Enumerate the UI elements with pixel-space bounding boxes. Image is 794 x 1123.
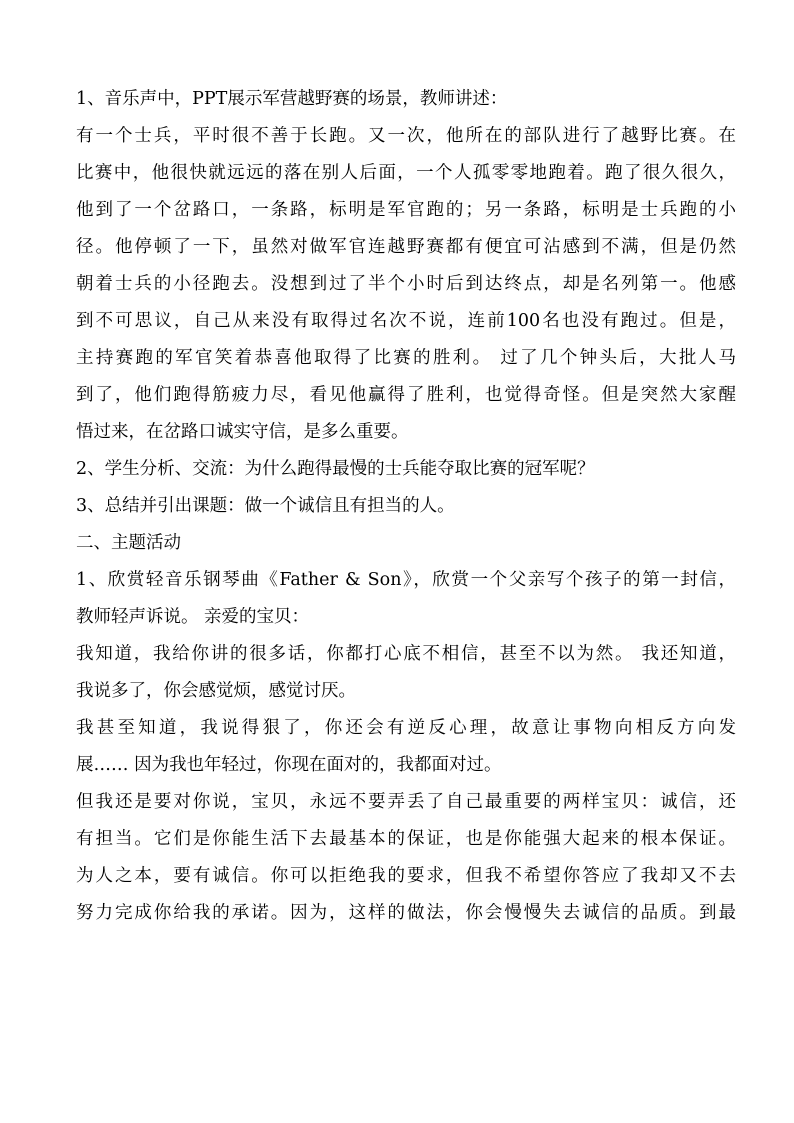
paragraph-line: 为人之本，要有诚信。你可以拒绝我的要求，但我不希望你答应了我却又不去 xyxy=(76,866,736,886)
paragraph-line: 2、学生分析、交流：为什么跑得最慢的士兵能夺取比赛的冠军呢？ xyxy=(76,459,595,479)
paragraph-line: 我甚至知道，我说得狠了，你还会有逆反心理，故意让事物向相反方向发 xyxy=(76,718,736,738)
paragraph-line: 悟过来，在岔路口诚实守信，是多么重要。 xyxy=(76,422,409,442)
paragraph-line: 我说多了，你会感觉烦，感觉讨厌。 xyxy=(76,681,356,701)
paragraph-line: 我知道，我给你讲的很多话，你都打心底不相信，甚至不以为然。 我还知道， xyxy=(76,644,736,664)
paragraph-line: 展…… 因为我也年轻过，你现在面对的，我都面对过。 xyxy=(76,755,502,775)
paragraph-line: 到了，他们跑得筋疲力尽，看见他赢得了胜利，也觉得奇怪。但是突然大家醒 xyxy=(76,385,736,405)
paragraph-line: 他到了一个岔路口，一条路，标明是军官跑的；另一条路，标明是士兵跑的小 xyxy=(76,200,736,220)
paragraph-line: 有担当。它们是你能生活下去最基本的保证，也是你能强大起来的根本保证。 xyxy=(76,829,736,849)
paragraph-line: 比赛中，他很快就远远的落在别人后面，一个人孤零零地跑着。跑了很久很久， xyxy=(76,163,736,183)
paragraph-line: 教师轻声诉说。 亲爱的宝贝： xyxy=(76,607,310,627)
paragraph-line: 主持赛跑的军官笑着恭喜他取得了比赛的胜利。 过了几个钟头后，大批人马 xyxy=(76,348,736,368)
paragraph-line: 有一个士兵，平时很不善于长跑。又一次，他所在的部队进行了越野比赛。在 xyxy=(76,126,736,146)
paragraph-line: 1、音乐声中，PPT展示军营越野赛的场景，教师讲述： xyxy=(76,89,508,109)
paragraph-line: 但我还是要对你说，宝贝，永远不要弄丢了自己最重要的两样宝贝：诚信，还 xyxy=(76,792,736,812)
paragraph-line: 朝着士兵的小径跑去。没想到过了半个小时后到达终点，却是名列第一。他感 xyxy=(76,274,736,294)
section-heading: 二、主题活动 xyxy=(76,533,181,553)
paragraph-line: 3、总结并引出课题：做一个诚信且有担当的人。 xyxy=(76,496,455,516)
paragraph-line: 到不可思议，自己从来没有取得过名次不说，连前100名也没有跑过。但是， xyxy=(76,311,736,331)
paragraph-line: 努力完成你给我的承诺。因为，这样的做法，你会慢慢失去诚信的品质。到最 xyxy=(76,903,736,923)
paragraph-line: 径。他停顿了一下，虽然对做军官连越野赛都有便宜可沾感到不满，但是仍然 xyxy=(76,237,736,257)
paragraph-line: 1、欣赏轻音乐钢琴曲《Father & Son》，欣赏一个父亲写个孩子的第一封信， xyxy=(76,570,736,590)
